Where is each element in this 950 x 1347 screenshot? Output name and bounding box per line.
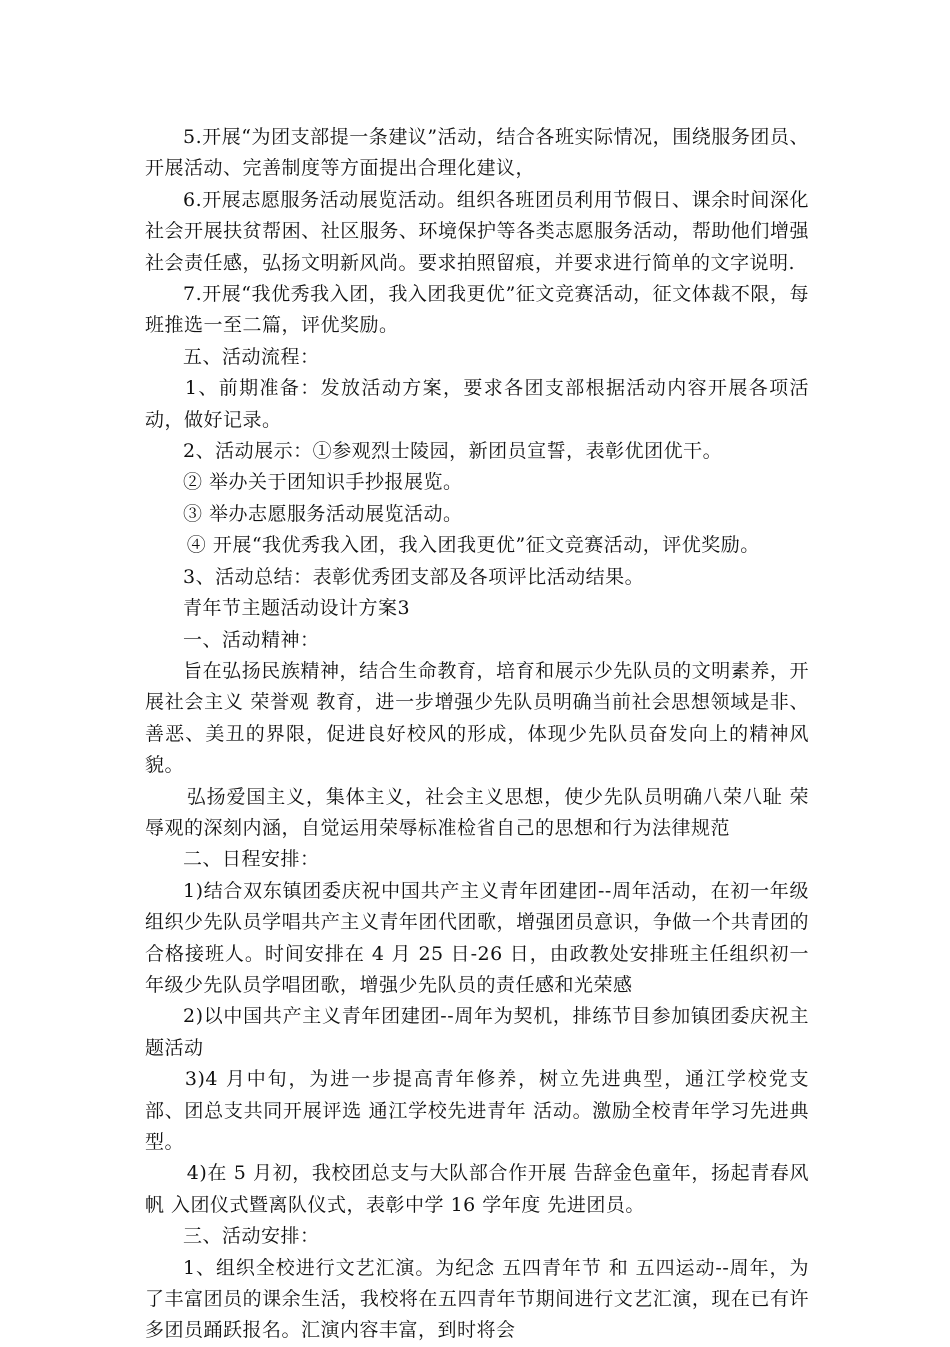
section-heading-process: 五、活动流程： [183,345,320,368]
plan-title: 青年节主题活动设计方案3 [183,597,411,620]
document-body [145,122,809,1347]
paragraph-step-show: 2、活动展示：①参观烈士陵园，新团员宣誓，表彰优团优干。 [183,440,723,463]
paragraph-schedule-1: 1)结合双东镇团委庆祝中国共产主义青年团建团--周年活动，在初一年级组织少先队员学唱共产主义青年团代团歌，增强团员意识，争做一个共青团的合格接班人。时间安排在 4 月 25 日-26 日，由政教处安排班主任组织初一年级少先队员学唱团歌，增强少先队员的责任感和光荣感 [145,879,809,996]
paragraph-arrangement-1: 1、组织全校进行文艺汇演。为纪念 五四青年节 和 五四运动--周年，为了丰富团员的课余生活，我校将在五四青年节期间进行文艺汇演，现在已有许多团员踊跃报名。汇演内容丰富，到时将会 [145,1256,809,1342]
section-heading-schedule: 二、日程安排： [183,848,320,871]
paragraph-item-5: 5.开展“为团支部提一条建议”活动，结合各班实际情况，围绕服务团员、开展活动、完善制度等方面提出合理化建议， [145,126,809,180]
paragraph-spirit-1: 旨在弘扬民族精神，结合生命教育，培育和展示少先队员的文明素养，开展社会主义 荣誉观 教育，进一步增强少先队员明确当前社会思想领域是非、善恶、美丑的界限，促进良好校风的形成，体现少先队员奋发向上的精神风貌。 [145,659,809,777]
paragraph-schedule-4: 4)在 5 月初，我校团总支与大队部合作开展 告辞金色童年，扬起青春风帆 入团仪式暨离队仪式，表彰中学 16 学年度 先进团员。 [145,1162,809,1216]
paragraph-step-prepare: 1、前期准备：发放活动方案，要求各团支部根据活动内容开展各项活动，做好记录。 [145,377,809,431]
paragraph-item-7: 7.开展“我优秀我入团，我入团我更优”征文竞赛活动，征文体裁不限，每班推选一至二篇，评优奖励。 [145,283,809,337]
paragraph-schedule-2: 2)以中国共产主义青年团建团--周年为契机，排练节目参加镇团委庆祝主题活动 [145,1005,809,1059]
paragraph-show-4: ④ 开展“我优秀我入团，我入团我更优”征文竞赛活动，评优奖励。 [186,534,760,557]
section-heading-arrangement: 三、活动安排： [183,1225,320,1248]
paragraph-schedule-3: 3)4 月中旬，为进一步提高青年修养，树立先进典型，通江学校党支部、团总支共同开展评选 通江学校先进青年 活动。激励全校青年学习先进典型。 [145,1068,809,1153]
paragraph-show-3: ③ 举办志愿服务活动展览活动。 [183,502,463,525]
paragraph-show-2: ② 举办关于团知识手抄报展览。 [183,471,463,494]
section-heading-spirit: 一、活动精神： [183,628,320,651]
paragraph-item-6: 6.开展志愿服务活动展览活动。组织各班团员利用节假日、课余时间深化社会开展扶贫帮困、社区服务、环境保护等各类志愿服务活动，帮助他们增强社会责任感，弘扬文明新风尚。要求拍照留痕，并要求进行简单的文字说明. [145,188,809,274]
paragraph-spirit-2: 弘扬爱国主义，集体主义，社会主义思想，使少先队员明确八荣八耻 荣辱观的深刻内涵，自觉运用荣辱标准检省自己的思想和行为法律规范 [145,785,809,839]
paragraph-step-summary: 3、活动总结：表彰优秀团支部及各项评比活动结果。 [183,565,645,588]
